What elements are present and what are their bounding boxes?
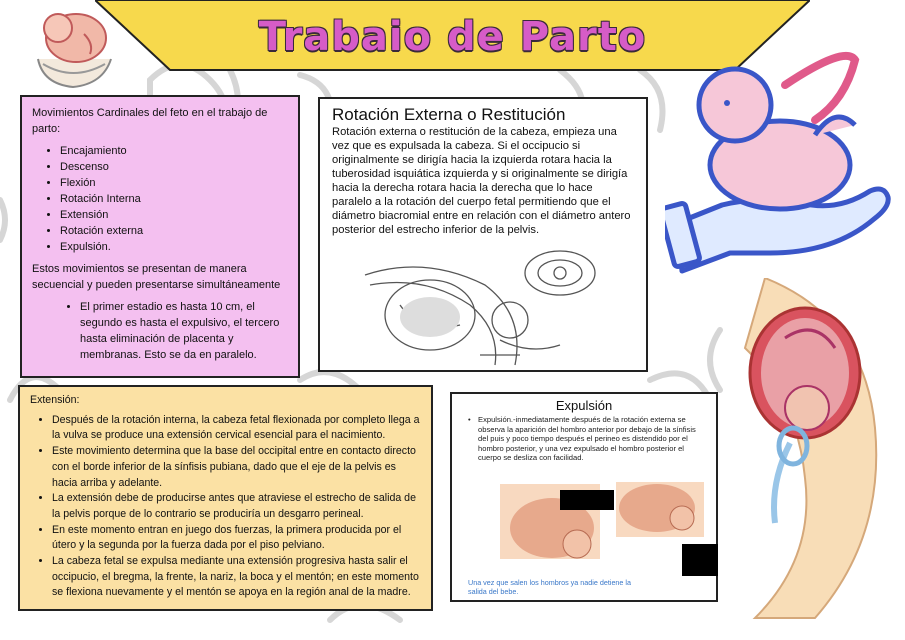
bullet-icon: • xyxy=(468,415,471,424)
extension-list xyxy=(30,413,421,601)
list-item: • En este momento entran en juego dos fuerzas, la primera producida por el útero y la segunda por la fuerza dada por el piso pelviano. xyxy=(52,523,421,554)
list-item: • El primer estadio es hasta 10 cm, el segundo es hasta el expulsivo, el tercero hasta eliminación de placenta y membranas. Esto se da en paralelo. xyxy=(80,299,288,363)
list-item: • La cabeza fetal se expulsa mediante una extensión progresiva hasta salir el occipucio, el bregma, la frente, la nariz, la boca y el mentón; en este momento se flexiona nuevamente y el mentón se apoya en la región anal de la madre. xyxy=(52,554,421,601)
baby-in-hand-icon xyxy=(665,45,897,275)
list-item: • Rotación Interna xyxy=(60,191,288,207)
movimientos-paragraph: Estos movimientos se presentan de manera secuencial y pueden presentarse simultáneamente xyxy=(32,263,281,291)
expulsion-title: Expulsión xyxy=(555,398,613,413)
list-item: • Expulsión. xyxy=(60,239,288,255)
rotacion-body: Rotación externa o restitución de la cabeza, empieza una vez que es expulsada la cabeza. Si el occipucio si originalmente se dirigía hacia la izquierda rotara hacia la tuberosidad isquiática izquierda y si originalmente se dirigía hacia la derecha rotara hacia la derecha que lo hace paralelo a la rotación del cuerpo fetal permitiendo que el diámetro biacromial entre en relación con el diámetro antero posterior del estrecho inferior de la pelvis. xyxy=(332,126,631,236)
list-item: • Flexión xyxy=(60,175,288,191)
rotacion-externa-panel xyxy=(318,97,648,372)
list-item: • Descenso xyxy=(60,159,288,175)
movimientos-intro: Movimientos Cardinales del feto en el trabajo de parto: xyxy=(32,107,268,135)
page-title: Trabaio de Parto xyxy=(258,14,647,60)
list-item: • Encajamiento xyxy=(60,143,288,159)
expulsion-illustration xyxy=(492,478,720,576)
expulsion-panel xyxy=(450,392,718,602)
expulsion-caption: Una vez que salen los hombros ya nadie detiene la salida del bebe. xyxy=(468,578,632,596)
list-item: • Rotación externa xyxy=(60,223,288,239)
rotation-sketch-illustration xyxy=(360,245,600,367)
list-item: • Este movimiento determina que la base del occipital entre en contacto directo con el borde inferior de la sínfisis pubiana, dado que el eje de la pelvis es hacia arriba y adelante. xyxy=(52,444,421,491)
rotacion-title: Rotación Externa o Restitución xyxy=(332,105,566,124)
expulsion-description: Expulsión.-inmediatamente después de la rotación externa se observa la aparición del hombro anterior por debajo de la sínfisis del puis y poco tiempo después el perineo es distendido por el hombro posterior, y una vez expulsado el hombro posterior el cuerpo se desliza con facilidad. xyxy=(478,415,696,463)
extension-heading: Extensión: xyxy=(30,394,80,406)
expulsion-text xyxy=(464,415,704,463)
movimientos-sub-list xyxy=(32,299,288,363)
extension-panel xyxy=(18,385,433,611)
list-item: • Extensión xyxy=(60,207,288,223)
list-item: • Después de la rotación interna, la cabeza fetal flexionada por completo llega a la vulva se produce una extensión cervical esencial para el nacimiento. xyxy=(52,413,421,444)
pregnant-uterus-illustration xyxy=(735,278,900,623)
list-item: • La extensión debe de producirse antes que atraviese el estrecho de salida de la pelvis porque de lo contrario se produciría un desgarro perineal. xyxy=(52,491,421,522)
movimientos-cardinales-panel xyxy=(20,95,300,378)
movimientos-list xyxy=(32,143,288,255)
fetus-in-pelvis-icon xyxy=(28,4,123,92)
